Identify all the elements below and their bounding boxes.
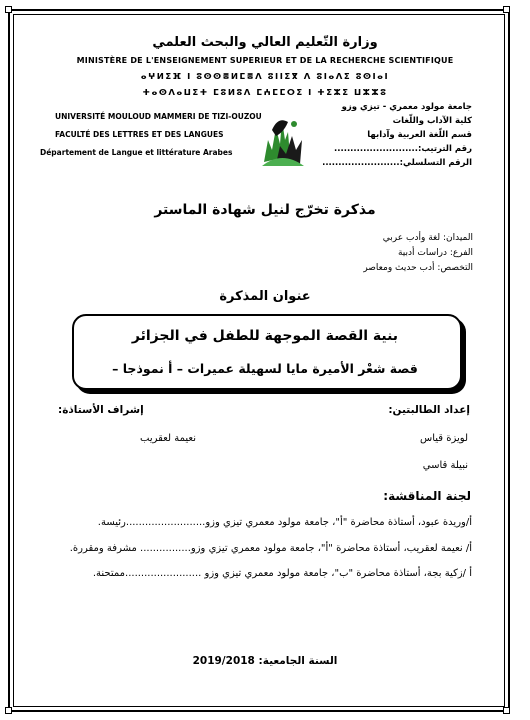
field-domain: الميدان: لغة وأدب عربي <box>382 233 473 243</box>
thesis-title: بنية القصة الموجهة للطفل في الجزائر <box>131 328 399 344</box>
jury-member: أ /زكية بجة، أستاذة محاضرة "ب"، جامعة مولود معمري تيزي وزو ........................ممتحنة. <box>92 568 472 579</box>
university-name-tifinagh: ⵜⴰⵙⴷⴰⵡⵉⵜ ⵎⵓⵍⵓⴷ ⵎⵄⵎⵎⵔⵉ ⵏ ⵜⵉⵣⵉ ⵡⵣⵣⵓ <box>142 88 388 98</box>
jury-member: أ/ نعيمة لعقريب، أستاذة محاضرة "أ"، جامعة مولود معمري تيزي وزو................ مشرفة ومقررة. <box>69 543 472 554</box>
department-name-french: Département de Langue et littérature Arabes <box>40 148 233 157</box>
corner-ornament <box>5 707 12 714</box>
ministry-name-french: MINISTÈRE DE L'ENSEIGNEMENT SUPERIEUR ET DE LA RECHERCHE SCIENTIFIQUE <box>76 56 454 65</box>
title-box <box>72 314 462 390</box>
university-name-arabic: جامعة مولود معمري - تيزي وزو <box>341 102 472 112</box>
university-name-french: UNIVERSITÉ MOULOUD MAMMERI DE TIZI-OUZOU <box>55 112 262 121</box>
supervisor-name: نعيمة لعقريب <box>140 433 196 444</box>
order-number-field: رقم الترتيب:.......................... <box>334 144 472 154</box>
thesis-subtitle: قصة شعْر الأميرة مايا لسهيلة عميرات – أ نموذجا – <box>112 361 418 376</box>
corner-ornament <box>503 6 510 13</box>
field-branch: الفرع: دراسات أدبية <box>397 248 473 258</box>
student-name: لويزة قياس <box>420 433 468 444</box>
faculty-name-french: FACULTÉ DES LETTRES ET DES LANGUES <box>55 130 224 139</box>
supervisor-heading: إشراف الأستاذة: <box>58 404 144 416</box>
degree-heading: مذكرة تخرّج لنيل شهادة الماستر <box>154 202 376 218</box>
memo-title-heading: عنوان المذكرة <box>219 289 311 304</box>
corner-ornament <box>5 6 12 13</box>
ministry-name-arabic: وزارة التّعليم العالي والبحث العلمي <box>152 35 378 50</box>
department-name-arabic: قسم اللّغة العربية وآدابها <box>367 130 472 140</box>
serial-number-field: الرقم التسلسلي:........................ <box>322 158 472 168</box>
faculty-name-arabic: كلية الآداب واللّغات <box>392 116 472 126</box>
student-name: نبيلة قاسي <box>422 460 468 471</box>
academic-year: السنة الجامعية: 2019/2018 <box>192 655 338 667</box>
corner-ornament <box>503 707 510 714</box>
jury-member: أ/وريدة عبود، أستاذة محاضرة "أ"، جامعة مولود معمري تيزي وزو.........................رئيسة. <box>97 517 472 528</box>
field-specialty: التخصص: أدب حديث ومعاصر <box>363 263 473 273</box>
ministry-name-tifinagh: ⴰⵖⵍⵉⴼ ⵏ ⵓⵙⵙⴻⵍⵎⴻⴷ ⵓⵏⵏⵉⴳ ⴷ ⵓⵏⴰⴷⵉ ⵓⵙⵏⴰⵏ <box>140 72 390 82</box>
students-heading: إعداد الطالبتين: <box>388 404 470 416</box>
university-logo <box>258 110 306 168</box>
jury-heading: لجنة المناقشة: <box>383 489 471 503</box>
